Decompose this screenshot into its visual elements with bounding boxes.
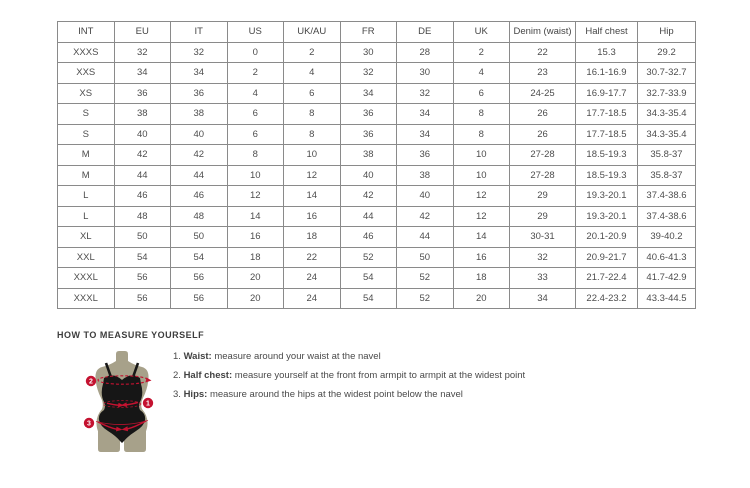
marker-waist-number: 1: [146, 400, 150, 408]
table-cell: 18: [453, 268, 510, 289]
table-cell: XXL: [58, 247, 115, 268]
table-cell: 34: [171, 63, 228, 84]
table-cell: 48: [171, 206, 228, 227]
table-cell: 38: [340, 145, 397, 166]
column-header: UK/AU: [284, 22, 341, 43]
table-cell: 20.1-20.9: [576, 227, 638, 248]
table-cell: 34: [114, 63, 171, 84]
table-cell: 46: [114, 186, 171, 207]
table-cell: 56: [114, 268, 171, 289]
table-cell: 37.4-38.6: [638, 186, 696, 207]
table-cell: 35.8-37: [638, 145, 696, 166]
table-cell: 36: [171, 83, 228, 104]
table-cell: 17.7-18.5: [576, 104, 638, 125]
instruction-text: measure around your waist at the navel: [211, 351, 381, 362]
table-cell: S: [58, 104, 115, 125]
table-cell: 6: [284, 83, 341, 104]
table-cell: XS: [58, 83, 115, 104]
table-cell: 6: [453, 83, 510, 104]
instruction-number: 2.: [173, 370, 184, 381]
table-cell: 16: [284, 206, 341, 227]
table-cell: 26: [510, 124, 576, 145]
table-cell: XXXL: [58, 288, 115, 309]
mannequin-illustration: [82, 350, 162, 455]
table-cell: 38: [114, 104, 171, 125]
table-cell: 2: [453, 42, 510, 63]
table-cell: 2: [284, 42, 341, 63]
instruction-line: [173, 351, 525, 363]
table-cell: 40: [114, 124, 171, 145]
table-cell: 54: [171, 247, 228, 268]
instruction-text: measure around the hips at the widest point below the navel: [207, 389, 463, 400]
table-cell: 16: [227, 227, 284, 248]
table-cell: 4: [453, 63, 510, 84]
table-cell: 18.5-19.3: [576, 145, 638, 166]
table-cell: 34: [397, 104, 454, 125]
table-cell: 42: [340, 186, 397, 207]
instruction-label: Half chest:: [183, 370, 233, 381]
table-cell: 23: [510, 63, 576, 84]
table-cell: 6: [227, 104, 284, 125]
table-cell: 0: [227, 42, 284, 63]
table-cell: 35.8-37: [638, 165, 696, 186]
column-header: Hip: [638, 22, 696, 43]
table-cell: 26: [510, 104, 576, 125]
table-cell: 34: [510, 288, 576, 309]
table-cell: 18: [284, 227, 341, 248]
table-cell: 54: [340, 268, 397, 289]
table-cell: 40: [397, 186, 454, 207]
table-row: [58, 247, 696, 268]
table-cell: 37.4-38.6: [638, 206, 696, 227]
table-cell: 20: [227, 268, 284, 289]
table-cell: 8: [284, 124, 341, 145]
table-row: [58, 124, 696, 145]
table-cell: XXXS: [58, 42, 115, 63]
table-cell: 24-25: [510, 83, 576, 104]
table-cell: 40: [340, 165, 397, 186]
table-cell: 44: [397, 227, 454, 248]
marker-hips-number: 3: [87, 420, 91, 428]
table-cell: 28: [397, 42, 454, 63]
table-cell: 10: [227, 165, 284, 186]
table-cell: XL: [58, 227, 115, 248]
table-cell: 30.7-32.7: [638, 63, 696, 84]
table-cell: 41.7-42.9: [638, 268, 696, 289]
size-chart-header-row: [58, 22, 696, 43]
table-cell: 38: [171, 104, 228, 125]
table-cell: 30: [340, 42, 397, 63]
measurement-figure: [82, 350, 162, 455]
column-header: US: [227, 22, 284, 43]
table-cell: 14: [453, 227, 510, 248]
table-cell: 20: [227, 288, 284, 309]
table-cell: 38: [397, 165, 454, 186]
instruction-label: Waist:: [183, 351, 212, 362]
table-cell: 39-40.2: [638, 227, 696, 248]
table-cell: 10: [453, 145, 510, 166]
table-cell: 16.9-17.7: [576, 83, 638, 104]
table-cell: 52: [340, 247, 397, 268]
table-cell: 18: [227, 247, 284, 268]
table-cell: 18.5-19.3: [576, 165, 638, 186]
table-row: [58, 83, 696, 104]
table-cell: 32: [510, 247, 576, 268]
table-cell: 20: [453, 288, 510, 309]
table-cell: 32.7-33.9: [638, 83, 696, 104]
table-cell: 19.3-20.1: [576, 206, 638, 227]
table-row: [58, 42, 696, 63]
table-row: [58, 104, 696, 125]
table-cell: 22: [510, 42, 576, 63]
table-cell: 32: [114, 42, 171, 63]
column-header: IT: [171, 22, 228, 43]
instruction-number: 1.: [173, 351, 184, 362]
measure-instructions: [173, 351, 525, 408]
column-header: Half chest: [576, 22, 638, 43]
table-cell: 54: [340, 288, 397, 309]
table-cell: 40.6-41.3: [638, 247, 696, 268]
table-cell: 46: [340, 227, 397, 248]
marker-half-chest-number: 2: [89, 378, 93, 386]
table-row: [58, 63, 696, 84]
table-row: [58, 288, 696, 309]
table-cell: 52: [397, 288, 454, 309]
marker-hips: [84, 418, 94, 428]
table-cell: 15.3: [576, 42, 638, 63]
table-row: [58, 186, 696, 207]
table-cell: 8: [453, 104, 510, 125]
table-cell: 6: [227, 124, 284, 145]
table-cell: 4: [284, 63, 341, 84]
table-cell: 48: [114, 206, 171, 227]
table-cell: 22.4-23.2: [576, 288, 638, 309]
instruction-label: Hips:: [183, 389, 208, 400]
table-row: [58, 145, 696, 166]
table-cell: 12: [453, 206, 510, 227]
size-chart-table: [57, 21, 696, 309]
instruction-line: [173, 370, 525, 382]
table-cell: 34: [340, 83, 397, 104]
table-cell: 24: [284, 268, 341, 289]
table-cell: M: [58, 145, 115, 166]
table-row: [58, 165, 696, 186]
table-cell: 50: [171, 227, 228, 248]
table-row: [58, 268, 696, 289]
table-cell: 56: [171, 268, 228, 289]
table-cell: 12: [284, 165, 341, 186]
instruction-line: [173, 389, 525, 401]
table-cell: 46: [171, 186, 228, 207]
table-cell: 42: [171, 145, 228, 166]
table-cell: 8: [453, 124, 510, 145]
table-cell: 2: [227, 63, 284, 84]
table-cell: 42: [397, 206, 454, 227]
table-cell: 54: [114, 247, 171, 268]
table-cell: 52: [397, 268, 454, 289]
column-header: UK: [453, 22, 510, 43]
marker-waist: [143, 398, 153, 408]
instruction-text: measure yourself at the front from armpit to armpit at the widest point: [232, 370, 526, 381]
table-cell: 29: [510, 206, 576, 227]
table-cell: 40: [171, 124, 228, 145]
table-cell: 14: [284, 186, 341, 207]
table-cell: 36: [340, 104, 397, 125]
table-cell: 10: [284, 145, 341, 166]
table-cell: M: [58, 165, 115, 186]
column-header: Denim (waist): [510, 22, 576, 43]
table-cell: 17.7-18.5: [576, 124, 638, 145]
table-cell: 44: [340, 206, 397, 227]
table-cell: 24: [284, 288, 341, 309]
table-cell: 30-31: [510, 227, 576, 248]
table-cell: 34.3-35.4: [638, 104, 696, 125]
measure-heading: HOW TO MEASURE YOURSELF: [57, 330, 205, 340]
marker-half-chest: [86, 376, 96, 386]
table-cell: 32: [397, 83, 454, 104]
table-cell: 22: [284, 247, 341, 268]
table-cell: 34: [397, 124, 454, 145]
table-cell: 36: [114, 83, 171, 104]
table-cell: 34.3-35.4: [638, 124, 696, 145]
table-cell: 20.9-21.7: [576, 247, 638, 268]
table-cell: XXXL: [58, 268, 115, 289]
table-cell: 36: [340, 124, 397, 145]
table-cell: 50: [114, 227, 171, 248]
table-row: [58, 206, 696, 227]
table-cell: 27-28: [510, 165, 576, 186]
table-cell: L: [58, 186, 115, 207]
column-header: EU: [114, 22, 171, 43]
table-cell: 16.1-16.9: [576, 63, 638, 84]
table-cell: 56: [171, 288, 228, 309]
table-cell: 32: [340, 63, 397, 84]
table-cell: 27-28: [510, 145, 576, 166]
table-cell: 12: [227, 186, 284, 207]
table-cell: S: [58, 124, 115, 145]
table-cell: 4: [227, 83, 284, 104]
table-cell: 8: [284, 104, 341, 125]
table-cell: 14: [227, 206, 284, 227]
table-cell: 32: [171, 42, 228, 63]
instruction-number: 3.: [173, 389, 184, 400]
table-cell: 12: [453, 186, 510, 207]
table-cell: 50: [397, 247, 454, 268]
table-cell: 19.3-20.1: [576, 186, 638, 207]
column-header: FR: [340, 22, 397, 43]
table-cell: 44: [171, 165, 228, 186]
column-header: DE: [397, 22, 454, 43]
table-cell: 10: [453, 165, 510, 186]
table-cell: 29.2: [638, 42, 696, 63]
table-cell: 21.7-22.4: [576, 268, 638, 289]
table-cell: 8: [227, 145, 284, 166]
table-cell: 16: [453, 247, 510, 268]
table-cell: 43.3-44.5: [638, 288, 696, 309]
column-header: INT: [58, 22, 115, 43]
table-cell: L: [58, 206, 115, 227]
table-cell: 33: [510, 268, 576, 289]
table-cell: 36: [397, 145, 454, 166]
table-cell: 56: [114, 288, 171, 309]
table-cell: 42: [114, 145, 171, 166]
table-cell: XXS: [58, 63, 115, 84]
table-cell: 44: [114, 165, 171, 186]
table-cell: 30: [397, 63, 454, 84]
table-cell: 29: [510, 186, 576, 207]
table-row: [58, 227, 696, 248]
